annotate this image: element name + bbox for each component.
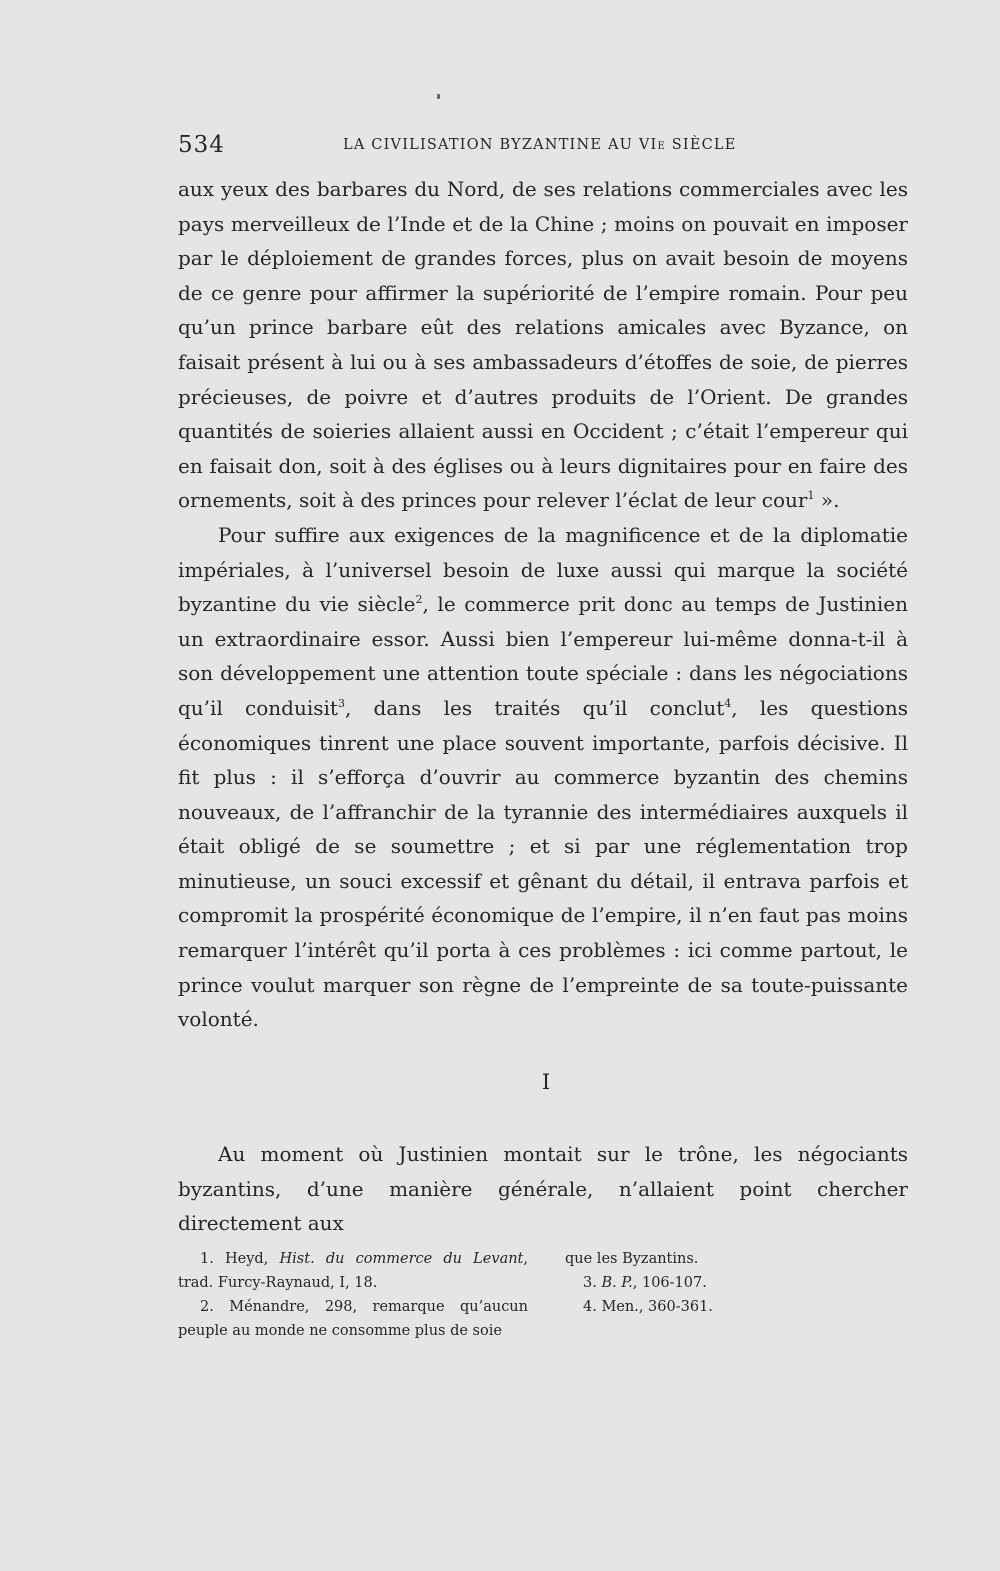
footnote-ref-3: 3 [337, 696, 345, 710]
footnote-1-rest: , trad. Furcy-Raynaud, I, 18. [178, 1251, 528, 1291]
footnote-1-title: Hist. du commerce du Levant [279, 1251, 524, 1267]
paragraph-2-part-d: , les questions économiques tinrent une place souvent importante, parfois décisive. Il fit plus : il s’efforça d’ouvrir au commerce byzantin des chemins nouveaux, de l’affranchir de la tyrannie des intermédiaires auxquels il était obligé de se soumettre ; et si par une réglementation trop minutieuse, un souci excessif et gênant du détail, il entrava parfois et compromit la prospérité économique de l’empire, il n’en faut pas moins remarquer l’intérêt qu’il porta à ces problèmes : ici comme partout, le prince voulut marquer son règne de l’empreinte de sa toute-puissante volonté. [178, 695, 908, 1032]
paragraph-2-part-c: , dans les traités qu’il conclut [344, 695, 725, 720]
footnote-2-number: 2. [200, 1299, 214, 1315]
paragraph-2-part-b: , le commerce prit donc au temps de Justinien un extraordinaire essor. Aussi bien l’empereur lui-même donna-t-il à son développement une attention toute spéciale : dans les négociations qu’il conduisit [178, 592, 908, 720]
main-text [178, 172, 908, 1037]
page-header [178, 132, 908, 162]
footnote-ref-2: 2 [415, 593, 423, 607]
running-head: LA CIVILISATION BYZANTINE AU VIe SIÈCLE [343, 137, 737, 153]
footnote-2 [178, 1295, 528, 1343]
paragraph-3: Au moment où Justinien montait sur le trône, les négociants byzantins, d’une manière générale, n’allaient point chercher directement aux [178, 1142, 908, 1236]
section-number: I [541, 1070, 551, 1094]
footnote-4-number: 4. [583, 1299, 597, 1315]
paragraph-1-end: ». [814, 488, 840, 513]
paragraph-1-text: aux yeux des barbares du Nord, de ses relations commerciales avec les pays merveilleux de l’Inde et de la Chine ; moins on pouvait en imposer par le déploiement de grandes forces, plus on avait besoin de moyens de ce genre pour affirmer la supériorité de l’empire romain. Pour peu qu’un prince barbare eût des relations amicales avec Byzance, on faisait présent à lui ou à ses ambassadeurs d’étoffes de soie, de pierres précieuses, de poivre et d’autres produits de l’Orient. De grandes quantités de soieries allaient aussi en Occident ; c’était l’empereur qui en faisait don, soit à des églises ou à leurs dignitaires pour en faire des ornements, soit à des princes pour relever l’éclat de leur cour [178, 177, 908, 513]
paragraph-2-part-a: Pour suffire aux exigences de la magnificence et de la diplomatie impériales, à l’universel besoin de luxe aussi qui marque la société byzantine du vie siècle [178, 522, 908, 617]
footnote-4 [565, 1295, 765, 1319]
paragraph-2 [178, 518, 908, 1037]
footnotes-right [565, 1247, 765, 1319]
footnote-4-text: Men., 360-361. [596, 1299, 713, 1315]
footnote-1-author: Heyd, [213, 1251, 280, 1267]
ink-mark [437, 94, 440, 99]
footnotes-left [178, 1247, 528, 1343]
paragraph-1 [178, 172, 908, 518]
footnote-1-number: 1. [200, 1251, 214, 1267]
footnote-2-continuation: que les Byzantins. [565, 1251, 699, 1267]
footnote-3-title: B. P. [601, 1275, 633, 1291]
footnote-3 [565, 1271, 765, 1295]
section-heading [0, 1070, 1000, 1094]
footnote-3-rest: , 106-107. [632, 1275, 707, 1291]
footnote-3-number: 3. [583, 1275, 597, 1291]
footnote-ref-4: 4 [724, 696, 732, 710]
footnote-2-text: Ménandre, 298, remarque qu’aucun peuple au monde ne consomme plus de soie [178, 1299, 528, 1339]
page-number: 534 [178, 132, 225, 158]
footnote-1 [178, 1247, 528, 1295]
footnote-ref-1: 1 [807, 489, 815, 503]
